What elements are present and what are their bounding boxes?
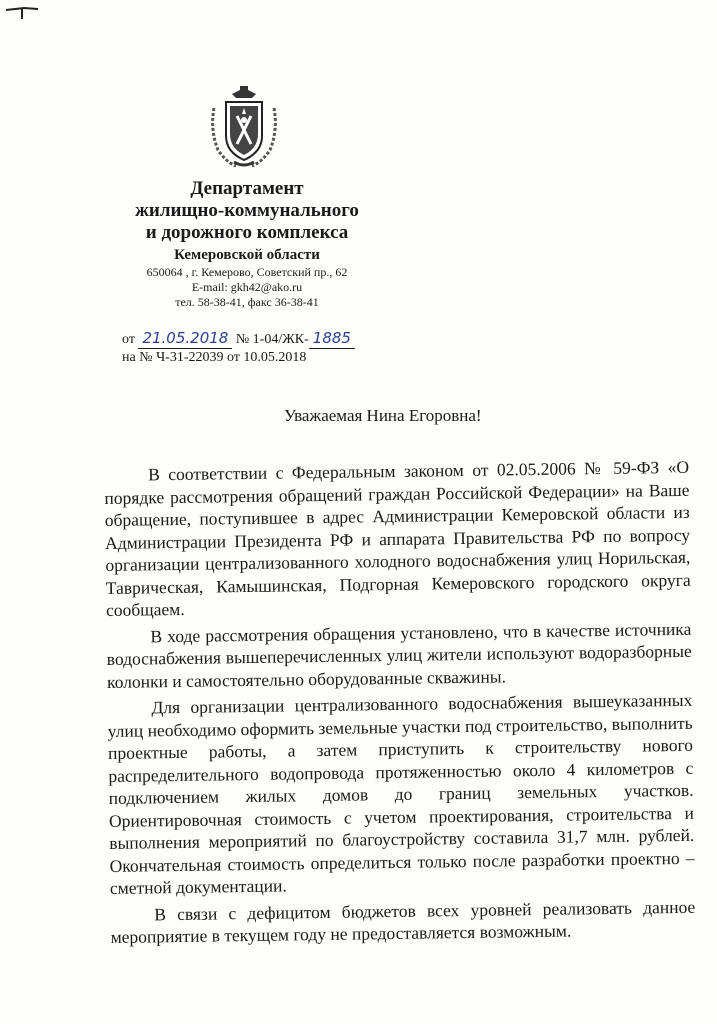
dept-region: Кемеровской области xyxy=(174,247,320,263)
outgoing-reference xyxy=(122,330,355,349)
sender-header xyxy=(112,178,382,310)
letter-body xyxy=(104,456,696,953)
number-label: № 1-04/ЖК- xyxy=(235,332,309,347)
dept-title-line-3: и дорожного комплекса xyxy=(145,222,349,243)
dept-phone: тел. 58-38-41, факс 36-38-41 xyxy=(175,295,319,309)
from-label: от xyxy=(122,332,135,347)
paragraph: В соответствии с Федеральным законом от 02.05.2006 № 59-ФЗ «О порядке рассмотрения обращений граждан Российской Федерации» на Ваше обращение, поступившее в адрес Администрации Кемеровской области из Администрации Президента РФ и аппарата Правительства РФ по вопросу организации централизованного холодного водоснабжения улиц Норильская, Таврическая, Камышинская, Подгорная Кемеровского городского округа сообщаем. xyxy=(104,456,691,620)
paragraph: В ходе рассмотрения обращения установлено, что в качестве источника водоснабжения вышеперечисленных улиц жители используют водоразборные колонки и самостоятельно оборудованные скважины. xyxy=(106,618,692,692)
dept-address: 650064 , г. Кемерово, Советский пр., 62 xyxy=(146,265,348,279)
paragraph: В связи с дефицитом бюджетов всех уровней реализовать данное мероприятие в текущем году не предоставляется возможным. xyxy=(110,896,696,947)
handwritten-date: 21.05.2018 xyxy=(142,329,229,347)
handwritten-number: 1885 xyxy=(312,329,351,347)
dept-title-line-1: Департамент xyxy=(190,178,304,199)
greeting: Уважаемая Нина Егоровна! xyxy=(284,406,482,425)
paragraph: Для организации централизованного водоснабжения вышеуказанных улиц необходимо оформить земельные участки под строительство, выполнить проектные работы, а затем приступить к строительству нового распределительного водопровода протяженностью около 4 километров с подключением жилых домов до границ земельных участков. Ориентировочная стоимость с учетом проектирования, строительства и выполнения мероприятий по благоустройству составила 31,7 млн. рублей. Окончательная стоимость определиться только после разработки проектно – сметной документации. xyxy=(107,689,695,898)
reference-block xyxy=(122,330,355,366)
dept-email: E-mail: gkh42@ako.ru xyxy=(191,280,303,294)
dept-title-line-2: жилищно-коммунального xyxy=(135,200,359,221)
coat-of-arms-icon xyxy=(206,86,282,170)
reply-reference: на № Ч-31-22039 от 10.05.2018 xyxy=(122,350,307,365)
corner-pen-mark-icon xyxy=(4,6,40,20)
